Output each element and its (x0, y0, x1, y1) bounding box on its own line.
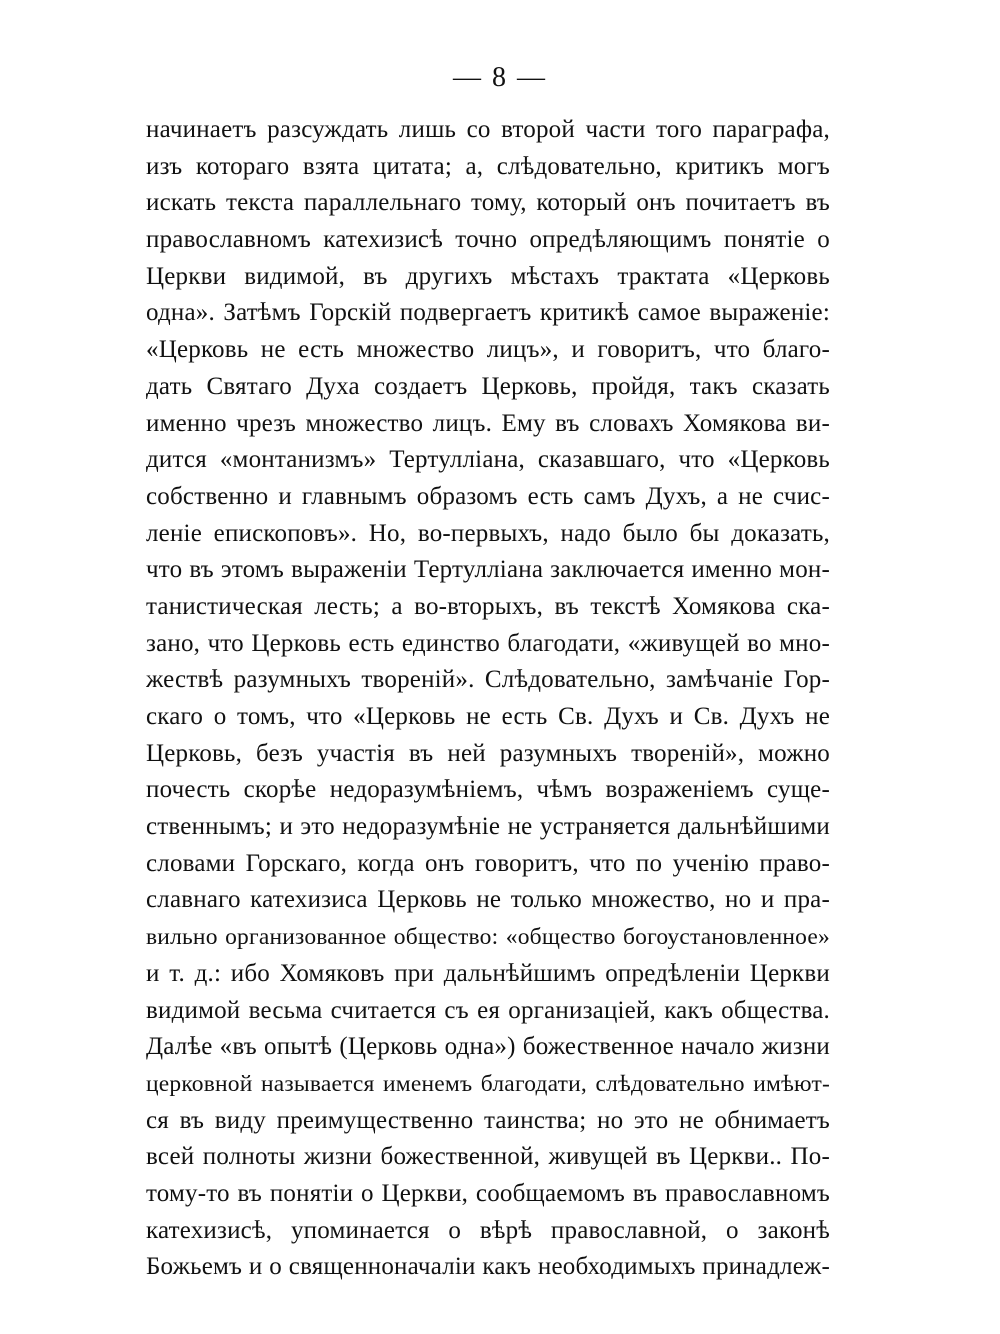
text-line: тому-то въ понятіи о Церкви, сообщаемомъ въ православномъ (146, 1179, 830, 1207)
text-line: дится «монтанизмъ» Тертулліана, сказавшаго, что «Церковь (146, 446, 830, 474)
text-line: Церковь, безъ участія въ ней разумныхъ твореній», можно (146, 739, 830, 767)
body-text (146, 112, 830, 1286)
text-line: славнаго катехизиса Церковь не только множество, но и пра- (146, 886, 830, 914)
text-line: и т. д.: ибо Хомяковъ при дальнѣйшимъ опредѣленіи Церкви (146, 959, 830, 987)
text-line: зано, что Церковь есть единство благодати, «живущей во мно- (146, 629, 830, 657)
text-line: почесть скорѣе недоразумѣніемъ, чѣмъ возраженіемъ суще- (146, 776, 830, 804)
text-line: жествѣ разумныхъ твореній». Слѣдовательно, замѣчаніе Гор- (146, 666, 830, 694)
text-line: собственно и главнымъ образомъ есть самъ Духъ, а не счис- (146, 482, 830, 510)
text-line: Далѣе «въ опытѣ (Церковь одна») божественное начало жизни (146, 1033, 830, 1061)
text-line: леніе епископовъ». Но, во-первыхъ, надо было бы доказать, (146, 519, 830, 547)
text-line: катехизисѣ, упоминается о вѣрѣ православной, о законѣ (146, 1216, 830, 1244)
text-line: Божьемъ и о священноначаліи какъ необходимыхъ принадлеж- (146, 1253, 830, 1281)
text-line: церковной называется именемъ благодати, слѣдовательно имѣют- (146, 1070, 830, 1097)
text-line: вильно организованное общество: «общество богоустановленное» (146, 924, 830, 951)
text-line: начинаетъ разсуждать лишь со второй части того параграфа, (146, 116, 830, 143)
text-line: православномъ катехизисѣ точно опредѣляющимъ понятіе о (146, 226, 830, 254)
text-line: «Церковь не есть множество лицъ», и говоритъ, что благо- (146, 336, 830, 364)
text-line: ственнымъ; и это недоразумѣніе не устраняется дальнѣйшими (146, 813, 830, 841)
text-line: ся въ виду преимущественно таинства; но это не обнимаетъ (146, 1106, 830, 1134)
text-line: одна». Затѣмъ Горскій подвергаетъ критикѣ самое выраженіе: (146, 299, 830, 327)
text-line: танистическая лесть; а во-вторыхъ, въ текстѣ Хомякова ска- (146, 592, 830, 620)
text-line: всей полноты жизни божественной, живущей въ Церкви.. По- (146, 1143, 830, 1171)
text-line: искать текста параллельнаго тому, который онъ почитаетъ въ (146, 189, 830, 217)
text-line: Церкви видимой, въ другихъ мѣстахъ трактата «Церковь (146, 262, 830, 290)
text-line: видимой весьма считается съ ея организаціей, какъ общества. (146, 996, 830, 1024)
page-number: — 8 — (453, 62, 547, 93)
text-line: скаго о томъ, что «Церковь не есть Св. Духъ и Св. Духъ не (146, 703, 830, 730)
text-line: дать Святаго Духа создаетъ Церковь, пройдя, такъ сказать (146, 372, 830, 400)
text-line: изъ котораго взята цитата; а, слѣдовательно, критикъ могъ (146, 152, 830, 180)
text-line: словами Горскаго, когда онъ говоритъ, что по ученію право- (146, 849, 830, 877)
text-line: именно чрезъ множество лицъ. Ему въ словахъ Хомякова ви- (146, 409, 830, 437)
text-line: что въ этомъ выраженіи Тертулліана заключается именно мон- (146, 556, 830, 584)
